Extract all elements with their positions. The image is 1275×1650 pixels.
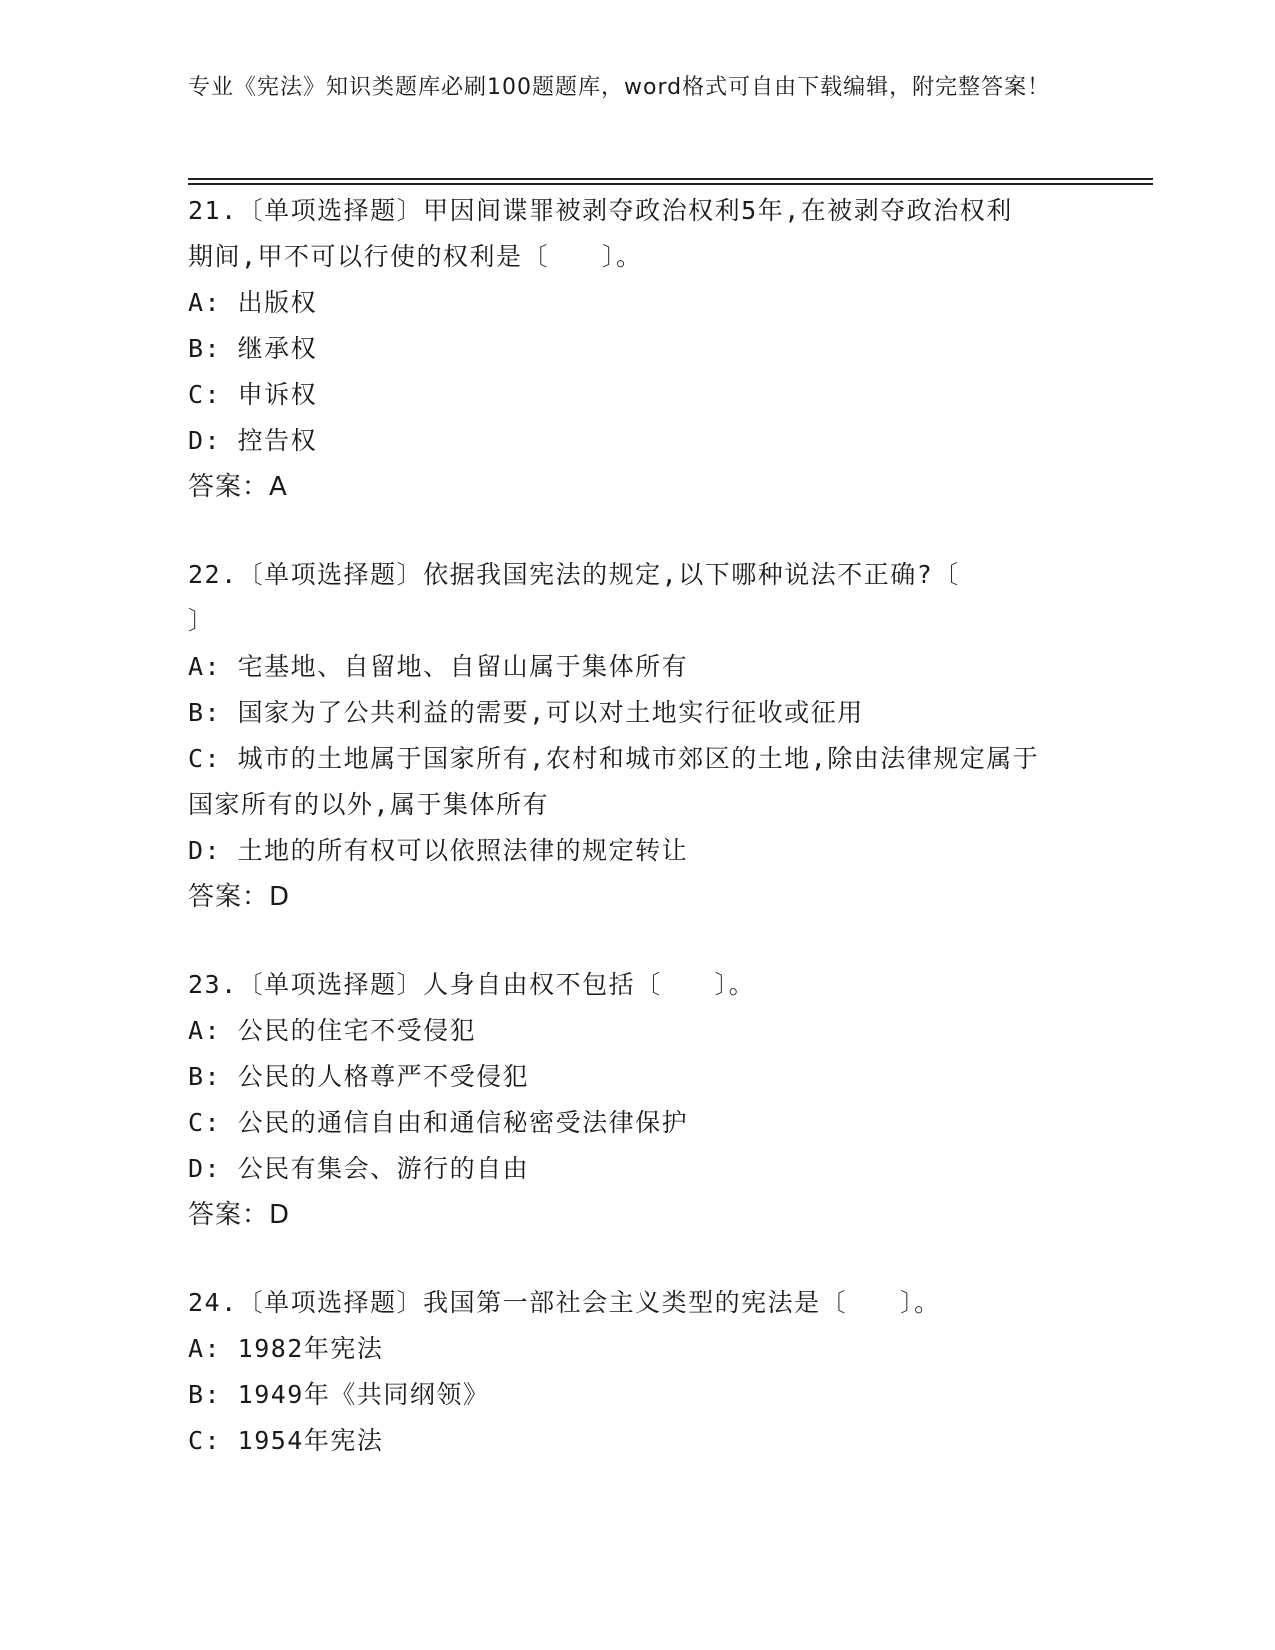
option-a: A: 出版权: [188, 288, 318, 317]
question-list: [188, 188, 1088, 1506]
option-b: B: 1949年《共同纲领》: [188, 1380, 490, 1409]
answer-line: 答案：D: [188, 1200, 291, 1230]
question-text: 23.〔单项选择题〕人身自由权不包括〔 〕。: [188, 970, 756, 999]
option-c: C: 公民的通信自由和通信秘密受法律保护: [188, 1108, 689, 1137]
option-d: D: 土地的所有权可以依照法律的规定转让: [188, 836, 689, 865]
question-text: 22.〔单项选择题〕依据我国宪法的规定,以下哪种说法不正确?〔 〕: [188, 560, 1013, 635]
option-a: A: 1982年宪法: [188, 1334, 384, 1363]
option-c: C: 城市的土地属于国家所有,农村和城市郊区的土地,除由法律规定属于国家所有的以外,属于集体所有: [188, 744, 1040, 819]
question-22: [188, 552, 1088, 920]
answer-line: 答案：A: [188, 472, 288, 502]
option-c: C: 申诉权: [188, 380, 318, 409]
answer-line: 答案：D: [188, 882, 291, 912]
header-divider-second: [188, 183, 1153, 185]
question-text: 21.〔单项选择题〕甲因间谍罪被剥夺政治权利5年,在被剥夺政治权利期间,甲不可以行使的权利是〔 〕。: [188, 196, 1013, 271]
question-21: [188, 188, 1088, 510]
option-a: A: 宅基地、自留地、自留山属于集体所有: [188, 652, 689, 681]
option-b: B: 公民的人格尊严不受侵犯: [188, 1062, 530, 1091]
option-b: B: 继承权: [188, 334, 318, 363]
option-d: D: 控告权: [188, 426, 318, 455]
option-d: D: 公民有集会、游行的自由: [188, 1154, 530, 1183]
option-c: C: 1954年宪法: [188, 1426, 384, 1455]
header-divider: [188, 178, 1153, 180]
option-a: A: 公民的住宅不受侵犯: [188, 1016, 477, 1045]
option-b: B: 国家为了公共利益的需要,可以对土地实行征收或征用: [188, 698, 864, 727]
question-24: [188, 1280, 1088, 1464]
document-header: 专业《宪法》知识类题库必刷100题题库，word格式可自由下载编辑，附完整答案！: [188, 75, 1051, 100]
question-text: 24.〔单项选择题〕我国第一部社会主义类型的宪法是〔 〕。: [188, 1288, 941, 1317]
question-23: [188, 962, 1088, 1238]
